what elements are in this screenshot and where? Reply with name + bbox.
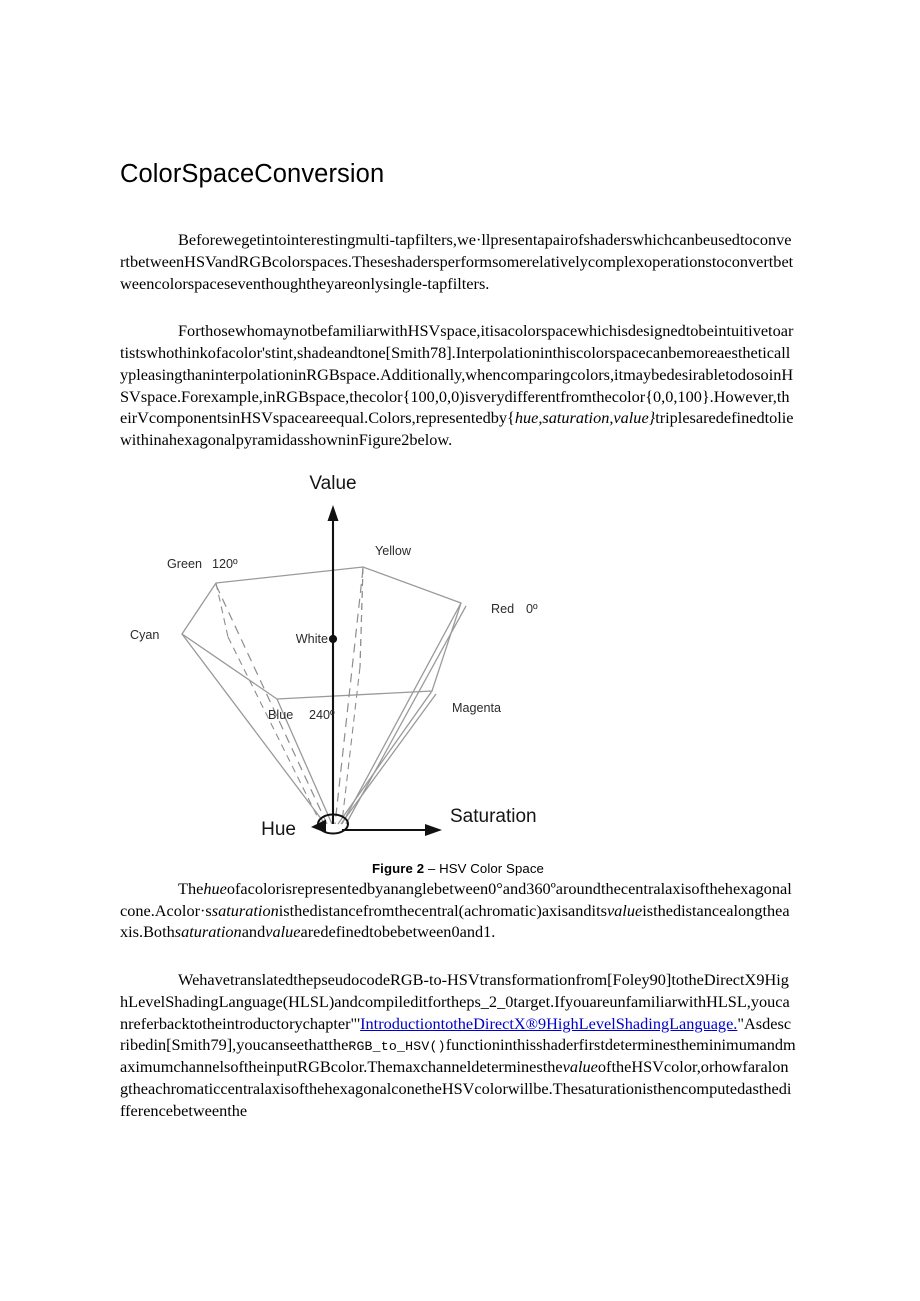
vertex-degrees-red: 0º <box>526 601 538 616</box>
white-center-dot <box>329 635 337 643</box>
paragraph-hlsl-translation <box>120 969 796 1121</box>
paragraph-hsv-overview <box>120 320 796 451</box>
vertex-label-blue: Blue <box>268 707 294 722</box>
paragraph-hsv-overview-text-b: triplesaredefinedtoliewithinahexagonalpyramidasshowninFigure2below. <box>120 408 794 450</box>
vertex-degrees-green: 120º <box>212 556 238 571</box>
hue-def-italic-value-2: value <box>265 922 301 942</box>
document-content <box>120 0 796 1121</box>
hlsl-b: "Asdescribedin[Smith79],youcanseethatthe <box>120 1013 792 1055</box>
hue-def-a: The <box>178 878 204 898</box>
hue-def-italic-saturation-2: saturation <box>174 922 242 942</box>
hlsl-c: functioninthisshaderfirstdeterminestheminimumandmaximumchannelsoftheinputRGBcolor.Themaxchanneldeterminesthe <box>120 1035 796 1077</box>
paragraph-intro-text: Beforewegetintointerestingmulti-tapfilters,we·llpresentapairofshaderswhichcanbeusedtoconvertbetweenHSVandRGBcolorspaces.Theseshadersperformsomerelativelycomplexoperationstoconvertbetweencolorspaceseventhoughtheyareonlysingle-tapfilters. <box>120 230 794 293</box>
value-axis <box>328 505 339 824</box>
hue-axis-label: Hue <box>261 818 296 840</box>
hlsl-italic-value: value <box>562 1057 598 1077</box>
rgb-to-hsv-code-span: RGB_to_HSV() <box>348 1039 446 1055</box>
hue-def-c: isthedistancefromthecentral(achromatic)axisandits <box>278 900 607 920</box>
hue-def-italic-hue: hue <box>203 878 227 898</box>
hue-def-f: aredefinedtobebetween0and1. <box>300 922 496 942</box>
vertex-degrees-blue: 240º <box>309 707 335 722</box>
hue-def-italic-value-1: value <box>606 900 643 920</box>
saturation-axis-label: Saturation <box>450 805 537 827</box>
hue-def-b: ofacolorisrepresentedbyananglebetween0°and360ºaroundthecentralaxisofthehexagonalcone.Acolor·s <box>120 878 792 920</box>
hlsl-intro-chapter-link[interactable]: IntroductiontotheDirectX®9HighLevelShadingLanguage. <box>360 1013 738 1033</box>
figure-caption-number: Figure 2 <box>372 860 425 876</box>
page-title: ColorSpaceConversion <box>120 160 385 188</box>
paragraph-intro <box>120 229 796 294</box>
vertex-label-cyan: Cyan <box>130 627 160 642</box>
vertex-label-red: Red <box>491 601 515 616</box>
hlsl-a: WehavetranslatedthepseudocodeRGB-to-HSVtransformationfrom[Foley90]totheDirectX9HighLevelShadingLanguage(HLSL)andcompileditfortheps_2_0target.IfyouareunfamiliarwithHLSL,youcanreferbacktotheintroductorychapter"' <box>120 970 790 1033</box>
vertex-label-magenta: Magenta <box>452 700 502 715</box>
paragraph-hsv-overview-italic: hue,saturation,value} <box>514 408 656 428</box>
hue-def-italic-saturation-1: saturation <box>211 900 279 920</box>
hue-def-e: and <box>241 922 266 942</box>
vertex-label-yellow: Yellow <box>375 543 411 558</box>
figure-hsv-color-space <box>120 467 796 876</box>
figure-diagram <box>120 467 796 867</box>
hlsl-d: oftheHSVcolor,orhowfaralongtheachromaticcentralaxisofthehexagonalconetheHSVcolorwillbe.Thesaturationisthencomputedasthedifferencebetweenthe <box>120 1057 792 1120</box>
saturation-axis <box>342 824 442 836</box>
value-axis-label: Value <box>309 472 357 494</box>
figure-caption-text: – HSV Color Space <box>424 860 544 876</box>
pyramid-hidden-edges <box>216 569 363 824</box>
hexagon-back-edges <box>216 567 363 822</box>
paragraph-hue-definition <box>120 878 796 943</box>
hue-def-d: isthedistancealongtheaxis.Both <box>120 900 790 942</box>
paragraph-hsv-overview-text-a: ForthosewhomaynotbefamiliarwithHSVspace,itisacolorspacewhichisdesignedtobeintuitivetoartistswhothinkofacolor'stint,shadeandtone[Smith78].InterpolationinthiscolorspacecanbemoreaestheticallypleasingthaninterpolationinRGBspace.Additionally,whencomparingcolors,itmaybedesirabletodosoinHSVspace.Forexample,inRGBspace,thecolor{100,0,0)isverydifferentfromthecolor{0,0,100}.However,theirVcomponentsinHSVspaceareequal.Colors,representedby{ <box>120 321 794 428</box>
vertex-label-green: Green <box>167 556 203 571</box>
white-label: White <box>295 631 328 646</box>
hsv-pyramid-svg <box>120 467 796 867</box>
